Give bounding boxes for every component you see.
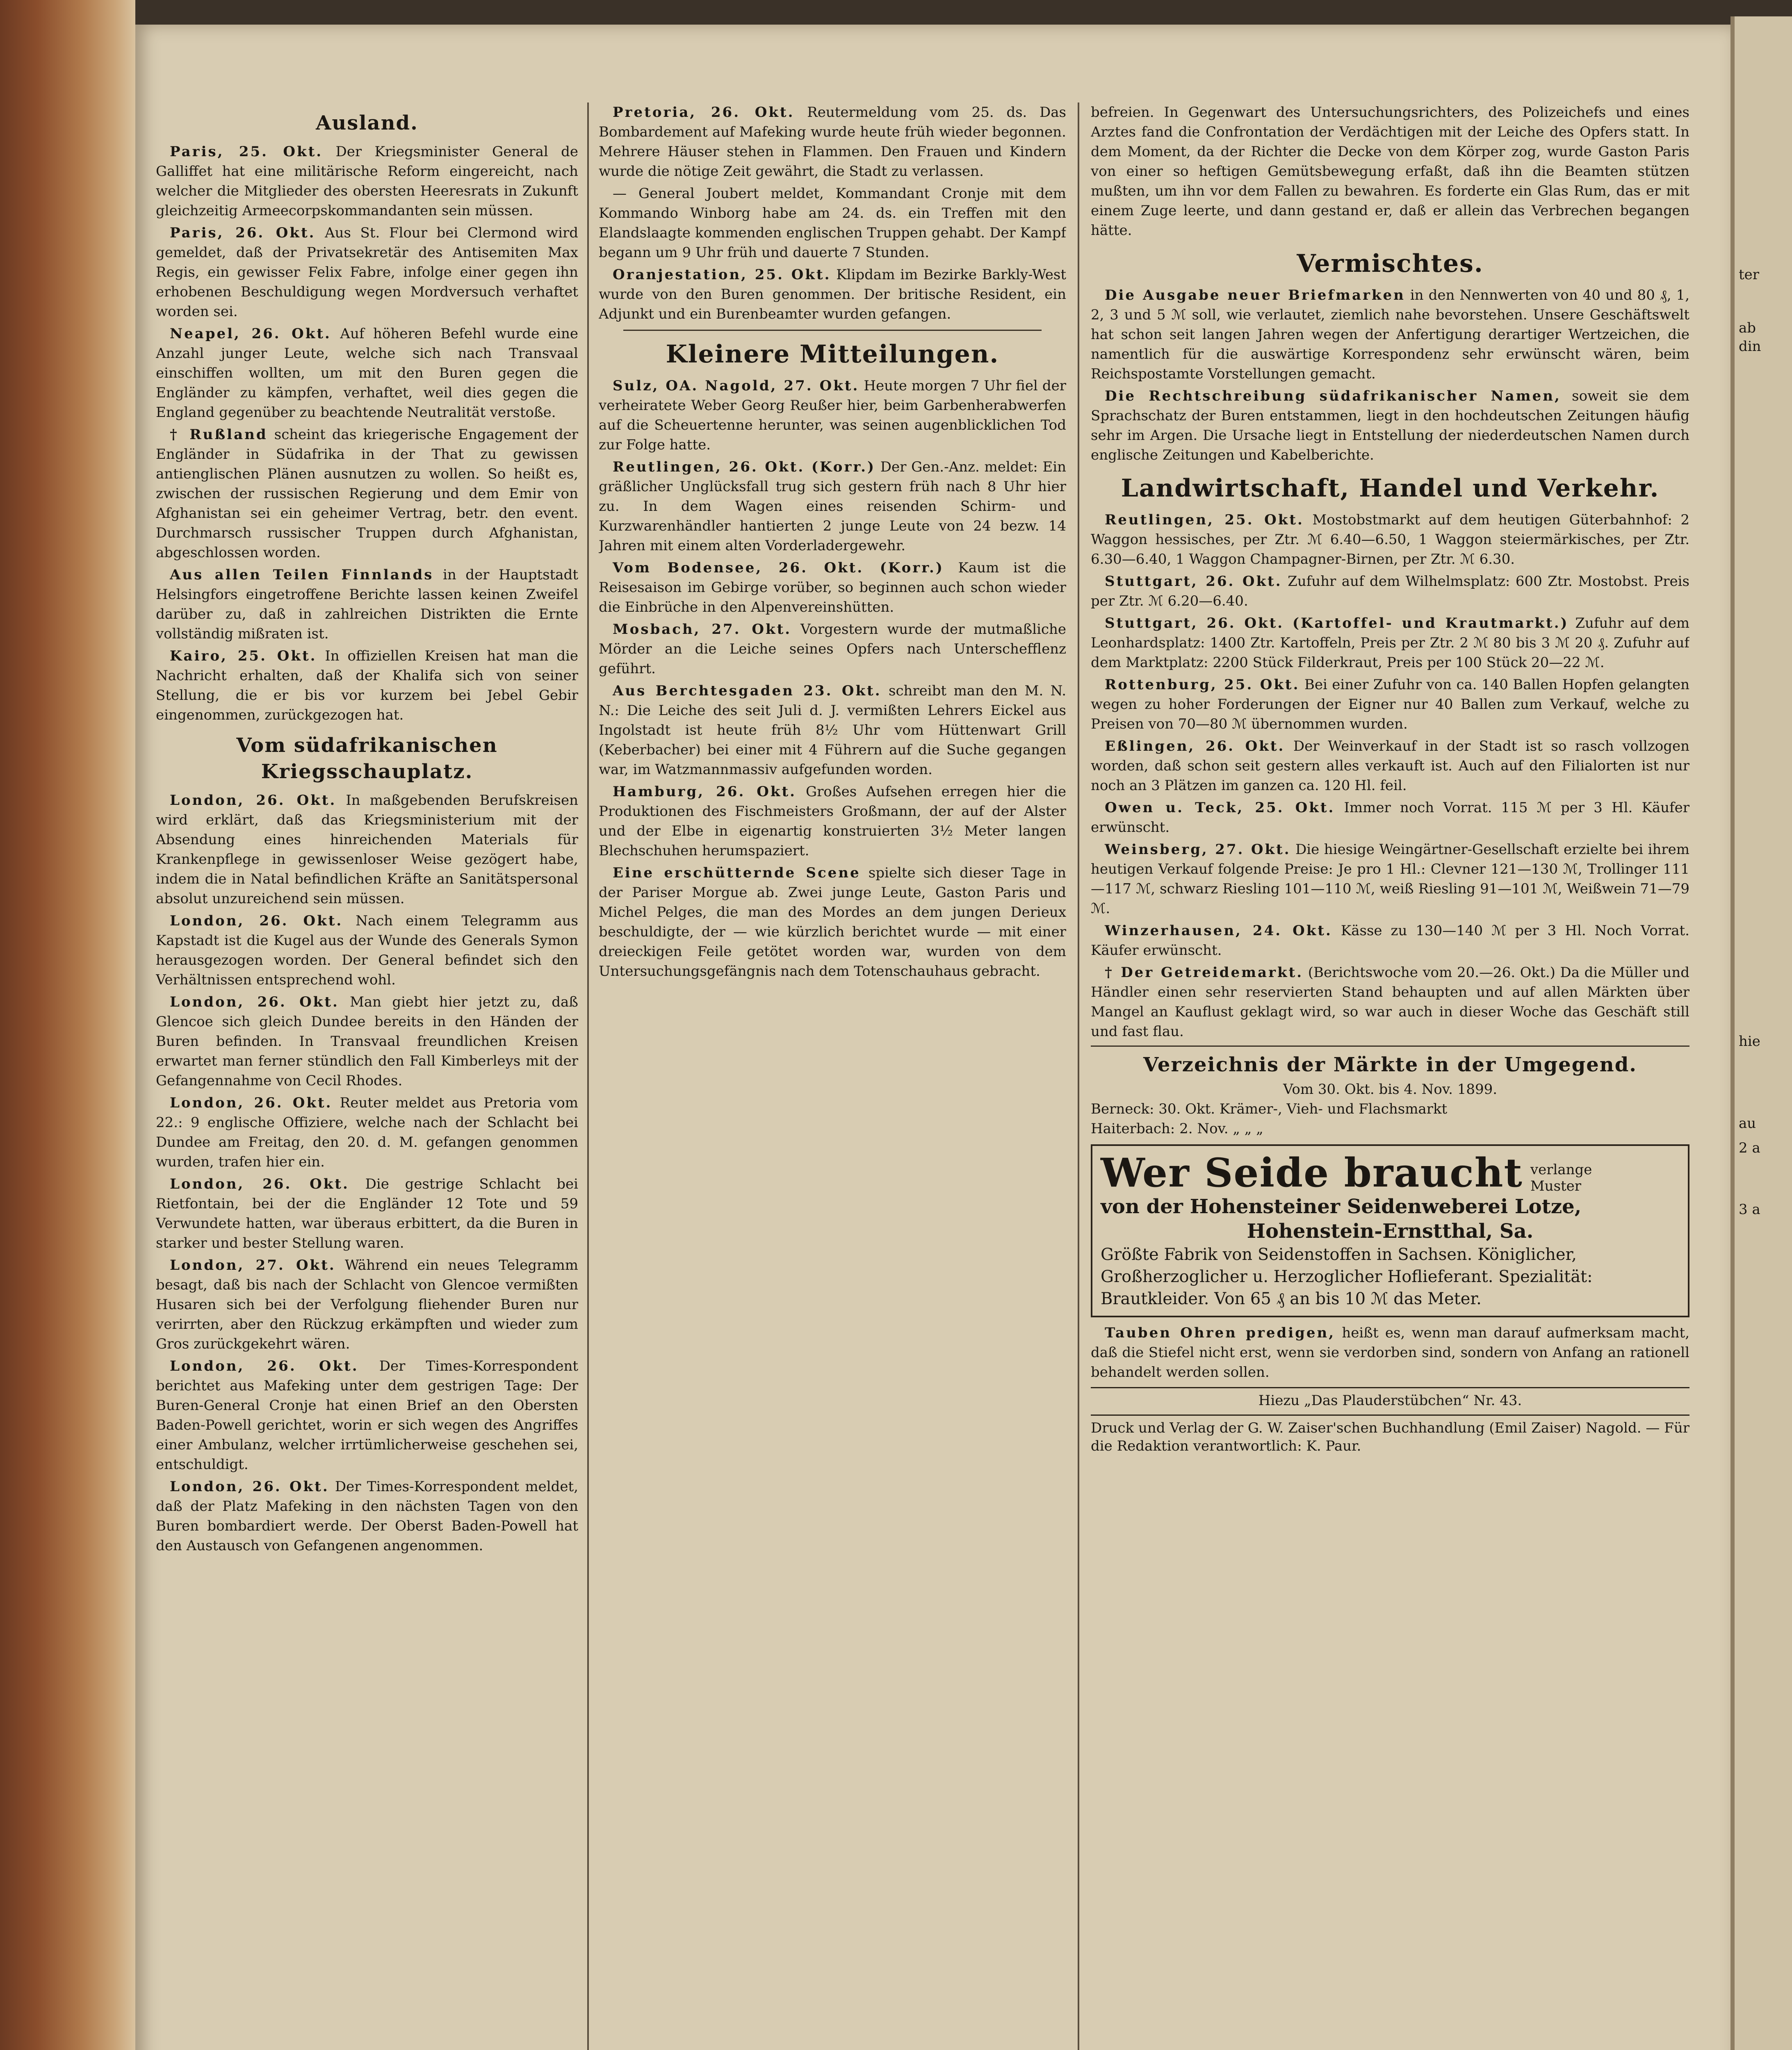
misc-items: [1091, 285, 1689, 465]
article-text: in der Hauptstadt Helsingfors eingetroffene Berichte lassen keinen Zweifel darüber zu, daß in zahlreichen Distrikten die Ernte vollständig mißraten ist.: [156, 567, 578, 642]
article-dateline: London, 26. Okt.: [170, 913, 343, 929]
article-item: [156, 1093, 578, 1172]
article-text: Die gestrige Schlacht bei Rietfontain, bei der die Engländer 12 Tote und 59 Verwundete hatten, war überaus erbittert, da die Buren in starker und bester Stellung waren.: [156, 1176, 578, 1251]
article-dateline: Rottenburg, 25. Okt.: [1105, 676, 1300, 693]
article-text: In offiziellen Kreisen hat man die Nachricht erhalten, daß der Khalifa sich von seiner Stellung, die er bis vor kurzem bei Jebel Gebir eingenommen, zurückgezogen hat.: [156, 648, 578, 723]
pretoria-items: [599, 102, 1066, 324]
article-item: [1091, 840, 1689, 918]
article-dateline: † Rußland: [170, 426, 268, 443]
article-item: [599, 681, 1066, 779]
markets-box: [1091, 1046, 1689, 1139]
article-item: [1091, 963, 1689, 1041]
markets-title: Verzeichnis der Märkte in der Umgegend.: [1143, 1053, 1637, 1076]
column-rule-2: [1078, 102, 1079, 2050]
article-item: [156, 1174, 578, 1253]
article-text: — General Joubert meldet, Kommandant Cronje mit dem Kommando Winborg habe am 24. ds. ein Treffen mit den Elandslaagte kommenden englischen Truppen gehabt. Der Kampf begann um 9 Uhr früh und dauerte 7 Stunden.: [599, 185, 1066, 261]
article-dateline: Stuttgart, 26. Okt. (Kartoffel- und Krautmarkt.): [1105, 615, 1569, 631]
tauben-dateline: Tauben Ohren predigen,: [1105, 1325, 1336, 1341]
article-item: [1091, 675, 1689, 734]
column-1: [156, 102, 578, 2050]
supplement-note: Hiezu „Das Plauderstübchen“ Nr. 43.: [1091, 1387, 1689, 1410]
article-dateline: Oranjestation, 25. Okt.: [613, 266, 831, 283]
ad-side-text: [1530, 1162, 1592, 1194]
article-dateline: Vom Bodensee, 26. Okt. (Korr.): [613, 560, 944, 576]
article-text: soweit sie dem Sprachschatz der Buren entstammen, liegt in den hochdeutschen Zeitungen häufig sehr im Argen. Die Ursache liegt in Entstellung der niederdeutschen Namen durch englische Zeitungen und Kabelberichte.: [1091, 388, 1689, 463]
article-item: [599, 620, 1066, 679]
article-text: Heute morgen 7 Uhr fiel der verheiratete Weber Georg Reußer hier, beim Garbenherabwerfen auf die Scheuertenne herunter, was seinen augenblicklichen Tod zur Folge hatte.: [599, 378, 1066, 453]
article-dateline: London, 26. Okt.: [170, 1095, 333, 1111]
article-text: Der Times-Korrespondent meldet, daß der Platz Mafeking in den nächsten Tagen von den Buren bombardiert werde. Der Oberst Baden-Powell hat den Austausch von Gefangenen angenommen.: [156, 1478, 578, 1554]
article-text: scheint das kriegerische Engagement der Engländer in Südafrika in der That zu gewissen antienglischen Plänen ausnutzen zu wollen. So heißt es, zwischen der russischen Regierung und dem Emir von Afghanistan sei ein geheimer Vertrag, betr. den event. Durchmarsch russischer Truppen durch Afghanistan, abgeschlossen worden.: [156, 426, 578, 561]
small-items: [599, 376, 1066, 981]
ad-company: von der Hohensteiner Seidenweberei Lotze,: [1101, 1195, 1582, 1218]
article-text: Vorgestern wurde der mutmaßliche Mörder an die Leiche seines Opfers nach Unterschefflenz geführt.: [599, 621, 1066, 677]
ad-headline: Wer Seide braucht: [1101, 1150, 1523, 1196]
edge-fragment: hie: [1739, 1033, 1760, 1050]
article-text: Der Weinverkauf in der Stadt ist so rasch vollzogen worden, daß schon seit gestern alles verkauft ist. Auch auf den Filialorten ist nur noch an 3 Plätzen im ganzen ca. 120 Hl. feil.: [1091, 738, 1689, 794]
trade-items: [1091, 510, 1689, 1041]
section-title-kriegsschauplatz: Vom südafrikanischen Kriegsschauplatz.: [236, 734, 498, 783]
article-text: (Berichtswoche vom 20.—26. Okt.) Da die Müller und Händler einen sehr reservierten Stand behaupten und auf allen Märkten über Mangel an Kauflust geklagt wird, so war auch in dieser Woche das Geschäft still und fast flau.: [1091, 964, 1689, 1040]
article-item: [1091, 285, 1689, 384]
article-dateline: London, 27. Okt.: [170, 1257, 336, 1273]
article-text: spielte sich dieser Tage in der Pariser Morgue ab. Zwei junge Leute, Gaston Paris und Michel Pelges, die man des Mordes an dem jungen Derieux beschuldigte, der — wie kürzlich berichtet wurde — mit einer dreieckigen Feile getötet worden war, wurden von dem Untersuchungsgefängnis nach dem Totenschauhaus gebracht.: [599, 865, 1066, 979]
article-dateline: Die Rechtschreibung südafrikanischer Namen,: [1105, 388, 1561, 404]
continuation-paragraph: befreien. In Gegenwart des Untersuchungsrichters, des Polizeichefs und eines Arztes fand die Confrontation der Verdächtigen mit der Leiche des Opfers statt. In dem Moment, da der Richter die Decke von dem Körper zog, wurde Gaston Paris von einer so heftigen Gemütsbewegung erfaßt, daß ihn die Beamten stützen mußten, um ihn vor dem Fallen zu bewahren. Es forderte ein Glas Rum, das er mit einem Zuge leerte, und dann gestand er, daß er allein das Verbrechen begangen hätte.: [1091, 104, 1689, 239]
article-dateline: London, 26. Okt.: [170, 1358, 359, 1374]
article-item: [1091, 386, 1689, 465]
article-item: [156, 992, 578, 1091]
article-text: Zufuhr auf dem Wilhelmsplatz: 600 Ztr. Mostobst. Preis per Ztr. ℳ 6.20—6.40.: [1091, 573, 1689, 609]
article-dateline: † Der Getreidemarkt.: [1105, 964, 1304, 981]
article-text: Während ein neues Telegramm besagt, daß bis nach der Schlacht von Glencoe vermißten Husaren sich bei der Verfolgung fliehender Buren nur verirrten, aber den Rückzug erkämpften und wieder zum Gros zurückgekehrt wären.: [156, 1257, 578, 1352]
article-text: Die hiesige Weingärtner-Gesellschaft erzielte bei ihrem heutigen Verkauf folgende Preise: Je pro 1 Hl.: Clevner 121—130 ℳ, Trollinger 111—117 ℳ, schwarz Riesling 101—110 ℳ, weiß Riesling 91—101 ℳ, Weißwein 71—79 ℳ.: [1091, 841, 1689, 917]
article-text: schreibt man den M. N. N.: Die Leiche des seit Juli d. J. vermißten Lehrers Eickel aus Ingolstadt ist heute früh 8½ Uhr vom Hüttenwart Grill (Keberbacher) bei einer mit 4 Führern auf die Suche gegangen war, im Watzmannmassiv aufgefunden worden.: [599, 683, 1066, 778]
article-dateline: Paris, 26. Okt.: [170, 225, 316, 241]
war-items: [156, 790, 578, 1556]
column-3: [1091, 102, 1689, 2050]
section-title-kleinere-mitteilungen: Kleinere Mitteilungen.: [666, 340, 999, 369]
article-dateline: Reutlingen, 25. Okt.: [1105, 512, 1304, 528]
column-rule-1: [587, 102, 589, 2050]
ad-body: Größte Fabrik von Seidenstoffen in Sachsen. Königlicher, Großherzoglicher u. Herzoglicher Hoflieferant. Spezialität: Brautkleider. Von 65 ₰ an bis 10 ℳ das Meter.: [1101, 1245, 1593, 1308]
tauben-notice: [1091, 1323, 1689, 1382]
divider: [623, 330, 1042, 331]
ad-side-1: verlange: [1530, 1162, 1592, 1178]
ad-side-2: Muster: [1530, 1178, 1582, 1194]
article-text: Kaum ist die Reisesaison im Gebirge vorüber, so beginnen auch schon wieder die Einbrüche in den Alpenvereinshütten.: [599, 560, 1066, 615]
markets-line-2: Haiterbach: 2. Nov. „ „ „: [1091, 1121, 1263, 1137]
article-text: In maßgebenden Berufskreisen wird erklärt, daß das Kriegsministerium mit der Absendung eines hinreichenden Materials für Krankenpflege in gewissenloser Weise gezögert habe, indem die in Natal befindlichen Kräfte an Sanitätspersonal absolut unzureichend sein müssen.: [156, 792, 578, 907]
article-item: [599, 102, 1066, 181]
edge-fragment: au: [1739, 1115, 1756, 1132]
article-item: [1091, 921, 1689, 960]
ad-location: Hohenstein-Ernstthal, Sa.: [1247, 1220, 1534, 1243]
article-item: [156, 324, 578, 422]
article-text: Auf höheren Befehl wurde eine Anzahl junger Leute, welche sich nach Transvaal einschiffen wollten, um mit den Buren gegen die Engländer zu kämpfen, verhaftet, weil dies gegen die England gegenüber zu beachtende Neutralität verstoße.: [156, 326, 578, 421]
article-dateline: Paris, 25. Okt.: [170, 144, 323, 160]
article-dateline: London, 26. Okt.: [170, 994, 339, 1010]
edge-fragment: ab: [1739, 320, 1756, 336]
article-dateline: Aus Berchtesgaden 23. Okt.: [613, 683, 882, 699]
article-item: [1091, 510, 1689, 569]
article-text: Immer noch Vorrat. 115 ℳ per 3 Hl. Käufer erwünscht.: [1091, 800, 1689, 836]
article-item: [156, 223, 578, 321]
article-item: [156, 1477, 578, 1556]
edge-fragment: 2 a: [1739, 1140, 1760, 1156]
article-item: [599, 558, 1066, 617]
article-dateline: Winzerhausen, 24. Okt.: [1105, 922, 1332, 939]
article-item: [156, 425, 578, 563]
article-item: [156, 142, 578, 221]
article-text: Reuter meldet aus Pretoria vom 22.: 9 englische Offiziere, welche nach der Schlacht bei Dundee am Freitag, den 20. d. M. gefangen genommen wurden, trafen hier ein.: [156, 1095, 578, 1170]
article-text: Zufuhr auf dem Leonhardsplatz: 1400 Ztr. Kartoffeln, Preis per Ztr. 2 ℳ 80 bis 3 ℳ 20 ₰. Zufuhr auf dem Marktplatz: 2200 Stück Filderkraut, Preis per 100 Stück 20—22 ℳ.: [1091, 615, 1689, 671]
markets-line-1: Berneck: 30. Okt. Krämer-, Vieh- und Flachsmarkt: [1091, 1101, 1448, 1117]
article-text: Der Gen.-Anz. meldet: Ein gräßlicher Unglücksfall trug sich gestern früh nach 8 Uhr hier zu. In dem Wagen eines reisenden Schirm- und Kurzwarenhändler hantierten 2 junge Leute von 24 bezw. 14 Jahren mit einem alten Vorderladergewehr.: [599, 459, 1066, 554]
markets-range: Vom 30. Okt. bis 4. Nov. 1899.: [1283, 1081, 1498, 1098]
article-item: [599, 863, 1066, 981]
tauben-text: heißt es, wenn man darauf aufmerksam macht, daß die Stiefel nicht erst, wenn sie verdorben sind, sondern von Anfang an rationell behandelt werden sollen.: [1091, 1325, 1689, 1380]
article-item: [156, 911, 578, 990]
article-text: Klipdam im Bezirke Barkly-West wurde von den Buren genommen. Der britische Resident, ein Adjunkt und ein Burenbeamter wurden gefangen.: [599, 266, 1066, 322]
article-dateline: Mosbach, 27. Okt.: [613, 621, 792, 638]
article-text: Kässe zu 130—140 ℳ per 3 Hl. Noch Vorrat. Käufer erwünscht.: [1091, 922, 1689, 959]
article-text: Nach einem Telegramm aus Kapstadt ist die Kugel aus der Wunde des Generals Symon herausgezogen worden. Der General befindet sich den Verhältnissen entsprechend wohl.: [156, 913, 578, 988]
edge-fragment: din: [1739, 338, 1761, 355]
article-dateline: Hamburg, 26. Okt.: [613, 784, 797, 800]
article-item: [1091, 798, 1689, 837]
article-dateline: Pretoria, 26. Okt.: [613, 104, 795, 121]
article-item: [1091, 572, 1689, 611]
book-binding-edge: [0, 0, 135, 2050]
column-2: [599, 102, 1066, 2050]
article-text: Reutermeldung vom 25. ds. Das Bombardement auf Mafeking wurde heute früh wieder begonnen. Mehrere Häuser stehen in Flammen. Den Frauen und Kindern wurde die nötige Zeit gewährt, die Stadt zu verlassen.: [599, 104, 1066, 180]
article-dateline: Stuttgart, 26. Okt.: [1105, 573, 1282, 590]
article-dateline: Eßlingen, 26. Okt.: [1105, 738, 1285, 754]
article-dateline: Reutlingen, 26. Okt. (Korr.): [613, 459, 876, 475]
article-item: [599, 782, 1066, 861]
article-dateline: Weinsberg, 27. Okt.: [1105, 841, 1291, 858]
article-dateline: London, 26. Okt.: [170, 792, 337, 809]
article-item: [599, 265, 1066, 324]
article-dateline: Die Ausgabe neuer Briefmarken: [1105, 287, 1405, 303]
article-item: [1091, 736, 1689, 795]
section-title-vermischtes: Vermischtes.: [1297, 249, 1484, 278]
article-item: [156, 646, 578, 725]
silk-advertisement: [1091, 1144, 1689, 1317]
article-text: Aus St. Flour bei Clermond wird gemeldet, daß der Privatsekretär des Antisemiten Max Regis, ein gewisser Felix Fabre, infolge einer gegen ihn erhobenen Beschuldigung wegen Mordversuch verhaftet worden sei.: [156, 225, 578, 320]
edge-fragment: ter: [1739, 266, 1760, 283]
section-title-ausland: Ausland.: [316, 112, 418, 134]
edge-fragment: 3 a: [1739, 1201, 1760, 1218]
ausland-items: [156, 142, 578, 725]
article-text: Mostobstmarkt auf dem heutigen Güterbahnhof: 2 Waggon hessisches, per Ztr. ℳ 6.40—6.50, 1 Waggon steiermärkisches, per Ztr. 6.30—6.40, 1 Waggon Champagner-Birnen, per Ztr. ℳ 6.30.: [1091, 512, 1689, 567]
article-item: [156, 1255, 578, 1354]
article-dateline: Aus allen Teilen Finnlands: [170, 567, 434, 583]
article-text: in den Nennwerten von 40 und 80 ₰, 1, 2, 3 und 5 ℳ soll, wie verlautet, ziemlich nahe bevorstehen. Unsere Geschäftswelt hat schon seit langen Jahren wegen der Anfertigung derartiger Wertzeichen, die namentlich für die auswärtige Korrespondenz sehr erwünscht wären, beim Reichspostamte Vorstellungen gemacht.: [1091, 287, 1689, 382]
article-dateline: Owen u. Teck, 25. Okt.: [1105, 800, 1335, 816]
article-item: [599, 184, 1066, 262]
article-dateline: London, 26. Okt.: [170, 1478, 329, 1495]
article-dateline: Eine erschütternde Scene: [613, 865, 861, 881]
article-dateline: Neapel, 26. Okt.: [170, 326, 331, 342]
article-item: [156, 790, 578, 909]
article-text: Bei einer Zufuhr von ca. 140 Ballen Hopfen gelangten wegen zu hoher Forderungen der Eigner nur 40 Ballen zum Verkauf, welche zu Preisen von 70—80 ℳ übernommen wurden.: [1091, 676, 1689, 732]
article-item: [156, 1356, 578, 1474]
imprint: Druck und Verlag der G. W. Zaiser'schen Buchhandlung (Emil Zaiser) Nagold. — Für die Redaktion verantwortlich: K. Paur.: [1091, 1414, 1689, 1455]
article-text: Der Times-Korrespondent berichtet aus Mafeking unter dem gestrigen Tage: Der Buren-General Cronje hat einen Brief an den Obersten Baden-Powell gerichtet, worin er sich wegen des Angriffes einer Ambulanz, welcher irrtümlicherweise geschehen sei, entschuldigt.: [156, 1358, 578, 1473]
section-title-landwirtschaft: Landwirtschaft, Handel und Verkehr.: [1121, 474, 1660, 503]
article-item: [1091, 613, 1689, 672]
article-dateline: Sulz, OA. Nagold, 27. Okt.: [613, 378, 860, 394]
article-dateline: London, 26. Okt.: [170, 1176, 349, 1192]
article-item: [599, 457, 1066, 556]
article-item: [156, 565, 578, 644]
article-item: [599, 376, 1066, 455]
article-text: Man giebt hier jetzt zu, daß Glencoe sich gleich Dundee bereits in den Händen der Buren befinden. In Transvaal freundlichen Kreisen erwartet man ferner stündlich den Fall Kimberleys mit der Gefangennahme von Cecil Rhodes.: [156, 994, 578, 1089]
article-text: Großes Aufsehen erregen hier die Produktionen des Fischmeisters Großmann, der auf der Alster und der Elbe in eigenartig konstruierten 3½ Meter langen Blechschuhen herumspaziert.: [599, 784, 1066, 859]
article-dateline: Kairo, 25. Okt.: [170, 648, 317, 664]
article-text: Der Kriegsminister General de Galliffet hat eine militärische Reform eingereicht, nach welcher die Mitglieder des obersten Heeresrats in Zukunft gleichzeitig Armeecorpskommandanten sein müssen.: [156, 144, 578, 219]
